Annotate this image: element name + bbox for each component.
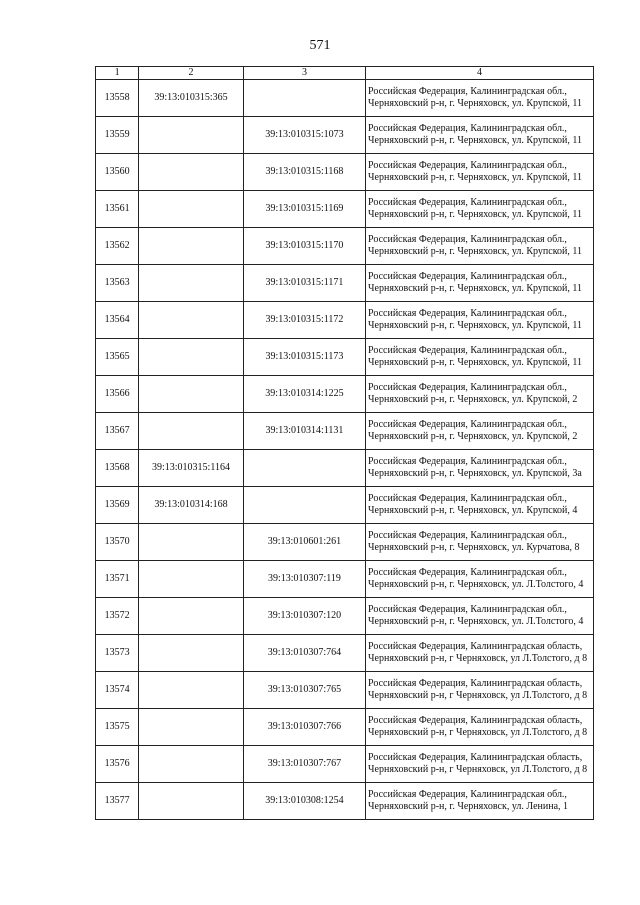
cadastral-number-cell [139,709,244,746]
cadastral-number-cell [139,339,244,376]
address-cell: Российская Федерация, Калининградская область, Черняховский р-н, г Черняховск, ул Л.Толстого, д 8 [366,709,594,746]
address-cell: Российская Федерация, Калининградская область, Черняховский р-н, г Черняховск, ул Л.Толстого, д 8 [366,635,594,672]
table-row [96,709,594,746]
address-cell: Российская Федерация, Калининградская область, Черняховский р-н, г Черняховск, ул Л.Толстого, д 8 [366,746,594,783]
registry-table [95,66,594,820]
object-cadastral-number-cell: 39:13:010314:1131 [243,413,365,450]
table-row [96,561,594,598]
row-number-cell: 13564 [96,302,139,339]
object-cadastral-number-cell: 39:13:010315:1172 [243,302,365,339]
object-cadastral-number-cell: 39:13:010307:765 [243,672,365,709]
row-number-cell: 13574 [96,672,139,709]
object-cadastral-number-cell: 39:13:010307:767 [243,746,365,783]
address-cell: Российская Федерация, Калининградская обл., Черняховский р-н, г. Черняховск, ул. Крупской, 2 [366,413,594,450]
header-col-4: 4 [366,67,594,80]
cadastral-number-cell [139,154,244,191]
object-cadastral-number-cell: 39:13:010315:1170 [243,228,365,265]
row-number-cell: 13563 [96,265,139,302]
object-cadastral-number-cell: 39:13:010315:1171 [243,265,365,302]
address-cell: Российская Федерация, Калининградская обл., Черняховский р-н, г. Черняховск, ул. Крупской, 4 [366,487,594,524]
address-cell: Российская Федерация, Калининградская обл., Черняховский р-н, г. Черняховск, ул. Л.Толстого, 4 [366,561,594,598]
table-row [96,339,594,376]
table-row [96,783,594,820]
row-number-cell: 13561 [96,191,139,228]
address-cell: Российская Федерация, Калининградская обл., Черняховский р-н, г. Черняховск, ул. Крупской, 11 [366,117,594,154]
table-row [96,117,594,154]
table-row [96,672,594,709]
object-cadastral-number-cell: 39:13:010315:1173 [243,339,365,376]
object-cadastral-number-cell [243,80,365,117]
row-number-cell: 13567 [96,413,139,450]
address-cell: Российская Федерация, Калининградская обл., Черняховский р-н, г. Черняховск, ул. Крупской, 11 [366,80,594,117]
cadastral-number-cell [139,376,244,413]
cadastral-number-cell [139,117,244,154]
row-number-cell: 13560 [96,154,139,191]
row-number-cell: 13559 [96,117,139,154]
object-cadastral-number-cell: 39:13:010315:1073 [243,117,365,154]
cadastral-number-cell [139,746,244,783]
object-cadastral-number-cell: 39:13:010315:1169 [243,191,365,228]
cadastral-number-cell [139,265,244,302]
table-row [96,191,594,228]
cadastral-number-cell [139,302,244,339]
row-number-cell: 13575 [96,709,139,746]
row-number-cell: 13565 [96,339,139,376]
object-cadastral-number-cell: 39:13:010314:1225 [243,376,365,413]
table-row [96,487,594,524]
row-number-cell: 13577 [96,783,139,820]
cadastral-number-cell [139,524,244,561]
cadastral-number-cell [139,598,244,635]
object-cadastral-number-cell: 39:13:010307:119 [243,561,365,598]
row-number-cell: 13569 [96,487,139,524]
cadastral-number-cell [139,635,244,672]
address-cell: Российская Федерация, Калининградская обл., Черняховский р-н, г. Черняховск, ул. Крупской, 3а [366,450,594,487]
object-cadastral-number-cell: 39:13:010307:766 [243,709,365,746]
table-row [96,524,594,561]
address-cell: Российская Федерация, Калининградская обл., Черняховский р-н, г. Черняховск, ул. Крупской, 11 [366,228,594,265]
row-number-cell: 13572 [96,598,139,635]
address-cell: Российская Федерация, Калининградская область, Черняховский р-н, г Черняховск, ул Л.Толстого, д 8 [366,672,594,709]
table-row [96,154,594,191]
row-number-cell: 13571 [96,561,139,598]
address-cell: Российская Федерация, Калининградская обл., Черняховский р-н, г. Черняховск, ул. Ленина, 1 [366,783,594,820]
table-row [96,635,594,672]
object-cadastral-number-cell: 39:13:010315:1168 [243,154,365,191]
object-cadastral-number-cell: 39:13:010307:764 [243,635,365,672]
row-number-cell: 13568 [96,450,139,487]
table-row [96,598,594,635]
cadastral-number-cell [139,672,244,709]
table-row [96,228,594,265]
header-col-1: 1 [96,67,139,80]
row-number-cell: 13566 [96,376,139,413]
row-number-cell: 13562 [96,228,139,265]
cadastral-number-cell [139,783,244,820]
address-cell: Российская Федерация, Калининградская обл., Черняховский р-н, г. Черняховск, ул. Крупской, 11 [366,302,594,339]
row-number-cell: 13558 [96,80,139,117]
table-row [96,746,594,783]
object-cadastral-number-cell: 39:13:010307:120 [243,598,365,635]
cadastral-number-cell [139,561,244,598]
header-col-3: 3 [243,67,365,80]
cadastral-number-cell [139,191,244,228]
row-number-cell: 13573 [96,635,139,672]
cadastral-number-cell: 39:13:010315:365 [139,80,244,117]
row-number-cell: 13570 [96,524,139,561]
address-cell: Российская Федерация, Калининградская обл., Черняховский р-н, г. Черняховск, ул. Курчатова, 8 [366,524,594,561]
page-number: 571 [309,38,331,53]
table-row [96,80,594,117]
object-cadastral-number-cell: 39:13:010308:1254 [243,783,365,820]
table-row [96,413,594,450]
object-cadastral-number-cell [243,450,365,487]
cadastral-number-cell: 39:13:010315:1164 [139,450,244,487]
table-row [96,302,594,339]
object-cadastral-number-cell: 39:13:010601:261 [243,524,365,561]
object-cadastral-number-cell [243,487,365,524]
cadastral-number-cell [139,228,244,265]
header-row [96,67,594,80]
address-cell: Российская Федерация, Калининградская обл., Черняховский р-н, г. Черняховск, ул. Крупской, 2 [366,376,594,413]
cadastral-number-cell: 39:13:010314:168 [139,487,244,524]
address-cell: Российская Федерация, Калининградская обл., Черняховский р-н, г. Черняховск, ул. Крупской, 11 [366,339,594,376]
address-cell: Российская Федерация, Калининградская обл., Черняховский р-н, г. Черняховск, ул. Л.Толстого, 4 [366,598,594,635]
address-cell: Российская Федерация, Калининградская обл., Черняховский р-н, г. Черняховск, ул. Крупской, 11 [366,265,594,302]
row-number-cell: 13576 [96,746,139,783]
table-row [96,376,594,413]
address-cell: Российская Федерация, Калининградская обл., Черняховский р-н, г. Черняховск, ул. Крупской, 11 [366,154,594,191]
header-col-2: 2 [139,67,244,80]
table-row [96,265,594,302]
cadastral-number-cell [139,413,244,450]
address-cell: Российская Федерация, Калининградская обл., Черняховский р-н, г. Черняховск, ул. Крупской, 11 [366,191,594,228]
table-row [96,450,594,487]
